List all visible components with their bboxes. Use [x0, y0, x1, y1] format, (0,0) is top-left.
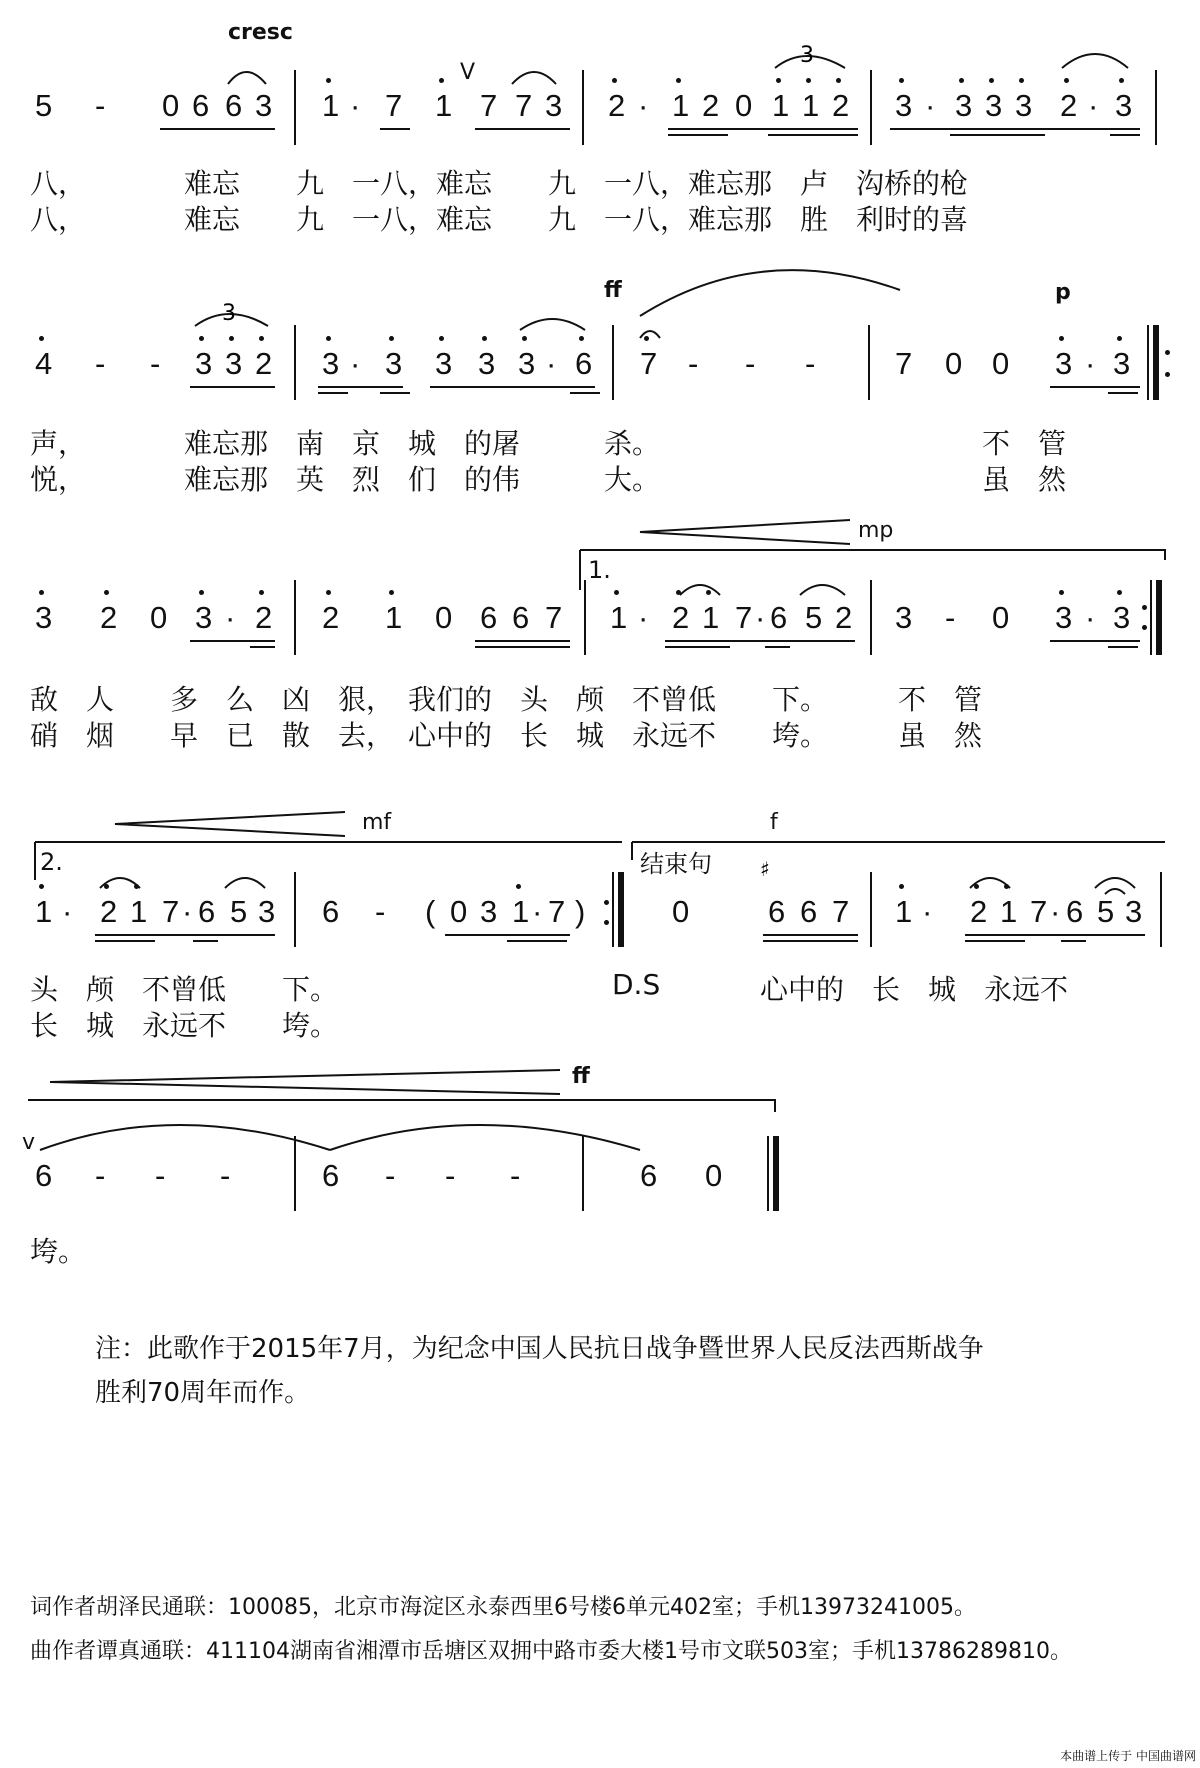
lyrics-verse1: 声， 难忘那 南 京 城 的屠 杀。 不 管: [30, 427, 1067, 460]
note-dot: ·: [1085, 600, 1096, 635]
note: 3: [1113, 600, 1131, 635]
note: 6: [575, 346, 593, 381]
note-paren: (: [425, 894, 436, 929]
breath-mark: V: [460, 60, 476, 85]
barline: [294, 1136, 296, 1211]
barline: [294, 580, 296, 655]
note: 3: [385, 346, 403, 381]
lyrics-final: 垮。: [30, 1235, 87, 1268]
note: 6: [192, 88, 210, 123]
note-dot: ·: [1050, 894, 1061, 929]
system-2: [0, 250, 1200, 496]
note-fermata: 7: [640, 346, 658, 381]
note: 6: [322, 1158, 340, 1193]
note: 4: [35, 346, 53, 381]
note: 2: [100, 600, 118, 635]
system-4: [0, 790, 1200, 1050]
note: 1: [385, 600, 403, 635]
lyrics-verse2: 长 城 永远不 垮。: [30, 1009, 339, 1042]
note-dot: ·: [922, 894, 933, 929]
note: 1: [130, 894, 148, 929]
note: 7: [162, 894, 180, 929]
note: 1: [512, 894, 530, 929]
volta-first: 1.: [588, 556, 611, 584]
note: 3: [1115, 88, 1133, 123]
note: 3: [1015, 88, 1033, 123]
barline: [294, 872, 296, 947]
lyrics-verse1: 敌 人 多 么 凶 狠， 我们的 头 颅 不曾低 下。 不 管: [30, 683, 983, 716]
note-dot: ·: [638, 88, 649, 123]
note-dash: -: [945, 600, 956, 635]
barline: [584, 580, 586, 655]
repeat-barline: [1156, 580, 1162, 655]
note: 7: [480, 88, 498, 123]
repeat-barline: [618, 872, 624, 947]
note: 6: [800, 894, 818, 929]
dynamic-mf: mf: [362, 810, 392, 835]
note: 3: [322, 346, 340, 381]
dynamic-ff: ff: [604, 278, 622, 303]
note: 7: [385, 88, 403, 123]
note: 6: [770, 600, 788, 635]
note-dash: -: [95, 1158, 106, 1193]
note: 2: [832, 88, 850, 123]
note-dot: ·: [62, 894, 73, 929]
note: 0: [435, 600, 453, 635]
note: 0: [672, 894, 690, 929]
volta-second: 2.: [40, 848, 63, 876]
note: 3: [895, 600, 913, 635]
note-dot: ·: [755, 600, 766, 635]
note: 3: [955, 88, 973, 123]
note-dash: -: [688, 346, 699, 381]
note: 1: [895, 894, 913, 929]
note-dash: -: [805, 346, 816, 381]
note: 3: [35, 600, 53, 635]
note: 5: [230, 894, 248, 929]
note: 3: [1113, 346, 1131, 381]
barline: [870, 580, 872, 655]
coda-ending-label: 结束句: [640, 850, 712, 878]
note: 0: [450, 894, 468, 929]
note: 3: [258, 894, 276, 929]
note: 3: [518, 346, 536, 381]
lyrics-verse2: 硝 烟 早 已 散 去， 心中的 长 城 永远不 垮。 虽 然: [30, 719, 983, 752]
system-5: [0, 1050, 1200, 1270]
note: 7: [832, 894, 850, 929]
note: 7: [1030, 894, 1048, 929]
site-watermark: 本曲谱上传于 中国曲谱网: [1060, 1749, 1196, 1763]
note: 0: [735, 88, 753, 123]
barline: [1160, 872, 1162, 947]
note: 6: [35, 1158, 53, 1193]
note-dash: -: [510, 1158, 521, 1193]
note: 6: [198, 894, 216, 929]
note: 5: [1097, 894, 1115, 929]
note: 2: [970, 894, 988, 929]
svg-text:♯: ♯: [760, 857, 770, 881]
note-dot: ·: [638, 600, 649, 635]
note: 3: [255, 88, 273, 123]
svg-text:3: 3: [800, 43, 814, 68]
lyrics-verse1: 八， 难忘 九 一八，难忘 九 一八，难忘那 卢 沟桥的枪: [30, 167, 969, 200]
barline: [582, 1136, 584, 1211]
note-dot: ·: [532, 894, 543, 929]
note: 0: [150, 600, 168, 635]
note-paren: ): [575, 894, 586, 929]
barline: [870, 872, 872, 947]
note: 1: [802, 88, 820, 123]
note: 3: [478, 346, 496, 381]
note: 2: [255, 600, 273, 635]
note: 1: [610, 600, 628, 635]
note: 3: [195, 346, 213, 381]
note: 6: [322, 894, 340, 929]
note: 2: [702, 88, 720, 123]
note: 1: [435, 88, 453, 123]
remark-line-2: 胜利70周年而作。: [95, 1378, 311, 1408]
note-dash: -: [95, 346, 106, 381]
note: 3: [225, 346, 243, 381]
note-dash: -: [150, 346, 161, 381]
note: 6: [512, 600, 530, 635]
note: 3: [1055, 600, 1073, 635]
dynamic-p: p: [1055, 280, 1071, 305]
note: 3: [895, 88, 913, 123]
note-dot: ·: [225, 600, 236, 635]
note: 2: [255, 346, 273, 381]
note-dot: ·: [350, 88, 361, 123]
note: 2: [322, 600, 340, 635]
note: 1: [772, 88, 790, 123]
dynamic-f: f: [770, 810, 778, 835]
note-dot: ·: [1085, 346, 1096, 381]
note: 7: [895, 346, 913, 381]
note-dash: -: [745, 346, 756, 381]
note: 1: [672, 88, 690, 123]
note: 6: [640, 1158, 658, 1193]
note-dash: -: [385, 1158, 396, 1193]
note: 7: [545, 600, 563, 635]
note-dash: -: [95, 88, 106, 123]
note-dot: ·: [182, 894, 193, 929]
composer-contact: 曲作者谭真通联：411104湖南省湘潭市岳塘区双拥中路市委大楼1号市文联503室；手机13786289810。: [30, 1639, 1072, 1664]
dynamic-cresc: cresc: [228, 20, 293, 45]
note: 0: [162, 88, 180, 123]
note: 3: [1125, 894, 1143, 929]
lyrics-verse2: 八， 难忘 九 一八，难忘 九 一八，难忘那 胜 利时的喜: [30, 203, 969, 236]
note: 5: [805, 600, 823, 635]
note: 2: [672, 600, 690, 635]
dynamic-ff-final: ff: [572, 1064, 590, 1089]
note: 1: [322, 88, 340, 123]
note-dash: -: [220, 1158, 231, 1193]
note-dash: -: [155, 1158, 166, 1193]
note: 1: [1000, 894, 1018, 929]
note: 3: [545, 88, 563, 123]
note-dot: ·: [925, 88, 936, 123]
note: 3: [1055, 346, 1073, 381]
note: 3: [435, 346, 453, 381]
note: 0: [945, 346, 963, 381]
note: 6: [768, 894, 786, 929]
note: 2: [1060, 88, 1078, 123]
note-dot: ·: [1088, 88, 1099, 123]
breath-mark: v: [22, 1130, 36, 1155]
system-5-markings: [0, 1050, 1200, 1270]
svg-text:3: 3: [222, 301, 236, 326]
lyrics-verse1: 头 颅 不曾低 下。: [30, 973, 339, 1006]
lyrics-verse2: 悦， 难忘那 英 烈 们 的伟 大。 虽 然: [30, 463, 1067, 496]
system-3: [0, 500, 1200, 760]
system-1: [0, 0, 1200, 240]
note: 3: [480, 894, 498, 929]
note: 5: [35, 88, 53, 123]
note: 7: [548, 894, 566, 929]
note: 2: [835, 600, 853, 635]
note: 2: [608, 88, 626, 123]
note: 0: [705, 1158, 723, 1193]
note-dash: -: [375, 894, 386, 929]
note: 7: [515, 88, 533, 123]
note: 2: [100, 894, 118, 929]
note: 0: [992, 346, 1010, 381]
note: 0: [992, 600, 1010, 635]
note: 3: [985, 88, 1003, 123]
note: 3: [195, 600, 213, 635]
lyrics-ending: 心中的 长 城 永远不: [760, 973, 1069, 1006]
note-dot: ·: [350, 346, 361, 381]
note: 7: [735, 600, 753, 635]
final-barline: [773, 1136, 779, 1211]
dynamic-mp: mp: [858, 518, 894, 543]
lyricist-contact: 词作者胡泽民通联：100085，北京市海淀区永泰西里6号楼6单元402室；手机13973241005。: [30, 1595, 976, 1620]
note: 1: [35, 894, 53, 929]
note-dash: -: [445, 1158, 456, 1193]
note: 1: [702, 600, 720, 635]
note-dot: ·: [546, 346, 557, 381]
note: 6: [480, 600, 498, 635]
remark-line-1: 注：此歌作于2015年7月，为纪念中国人民抗日战争暨世界人民反法西斯战争: [95, 1334, 984, 1364]
note: 6: [225, 88, 243, 123]
note: 6: [1066, 894, 1084, 929]
ds-marker: D.S: [612, 968, 661, 1001]
